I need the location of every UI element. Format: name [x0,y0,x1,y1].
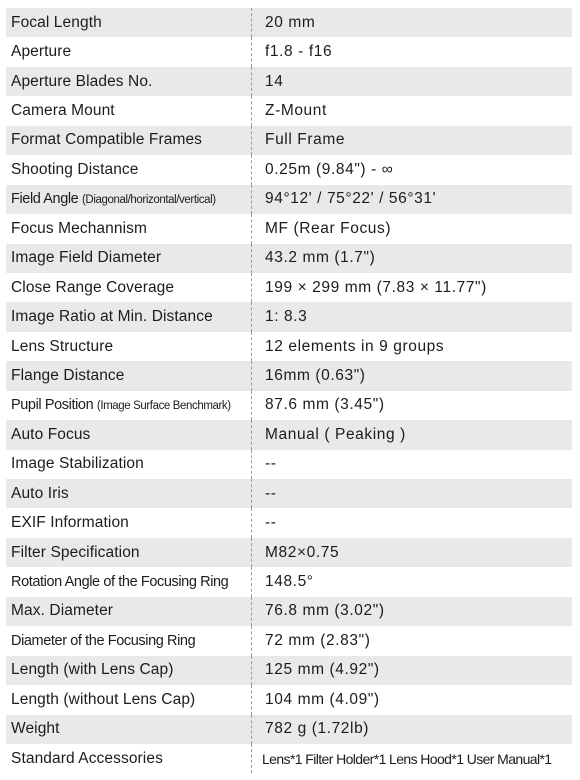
spec-value: 16mm (0.63") [265,366,366,384]
spec-value: 125 mm (4.92") [265,661,380,679]
spec-row-lens-structure [6,332,572,361]
spec-row-focal-length [6,8,572,37]
spec-label-main: Pupil Position [11,397,94,414]
spec-row-length-with-cap [6,656,572,685]
spec-row-shooting-distance [6,155,572,184]
spec-label: Weight [11,720,60,738]
spec-label: Shooting Distance [11,160,139,178]
spec-label: Focal Length [11,13,102,31]
spec-row-exif [6,508,572,537]
spec-value: -- [265,484,277,502]
spec-label-note: (Image Surface Benchmark) [96,400,231,413]
spec-row-length-without-cap [6,685,572,714]
spec-value: 148.5° [265,573,314,591]
spec-row-close-range-coverage [6,273,572,302]
spec-label: Filter Specification [11,543,140,561]
spec-value: Lens*1 Filter Holder*1 Lens Hood*1 User Manual*1 [262,750,552,767]
spec-label: Auto Iris [11,484,69,502]
spec-value: 12 elements in 9 groups [265,337,445,355]
spec-row-weight [6,715,572,744]
spec-row-aperture [6,37,572,66]
spec-row-max-diameter [6,597,572,626]
spec-value: 0.25m (9.84") - ∞ [265,160,394,178]
spec-value: -- [265,455,277,473]
spec-row-rotation-angle [6,567,572,596]
spec-label: Close Range Coverage [11,278,175,296]
spec-value: -- [265,514,277,532]
spec-label: Image Stabilization [11,455,144,473]
spec-row-image-ratio [6,302,572,331]
spec-value: Z-Mount [265,102,327,120]
spec-label: Lens Structure [11,337,114,355]
spec-label-main: Field Angle [11,191,79,208]
spec-value: 104 mm (4.09") [265,690,380,708]
spec-row-auto-iris [6,479,572,508]
spec-row-aperture-blades [6,67,572,96]
spec-value: 43.2 mm (1.7") [265,249,376,267]
lens-spec-table [0,8,580,780]
spec-value: 94°12' / 75°22' / 56°31' [265,190,437,208]
spec-row-image-field-diameter [6,244,572,273]
spec-row-filter-specification [6,538,572,567]
spec-value: 1: 8.3 [265,308,308,326]
spec-label: Flange Distance [11,366,125,384]
spec-value: 87.6 mm (3.45") [265,396,385,414]
spec-label [6,191,248,207]
spec-label: Length (without Lens Cap) [11,690,196,708]
spec-label: Format Compatible Frames [11,131,203,149]
spec-label: Aperture [11,43,72,61]
spec-label: Length (with Lens Cap) [11,661,174,679]
spec-label: Aperture Blades No. [11,72,153,90]
spec-row-camera-mount [6,96,572,125]
spec-row-auto-focus [6,420,572,449]
spec-label: Standard Accessories [11,749,163,767]
spec-label: Image Field Diameter [11,249,162,267]
spec-value: 76.8 mm (3.02") [265,602,385,620]
spec-row-pupil-position [6,391,572,420]
spec-value: M82×0.75 [265,543,340,561]
spec-label: Auto Focus [11,425,91,443]
spec-label-note: (Diagonal/horizontal/vertical) [81,194,216,207]
spec-label: EXIF Information [11,514,129,532]
spec-row-standard-accessories [6,744,572,773]
spec-row-field-angle [6,185,572,214]
spec-value: 782 g (1.72lb) [265,720,370,738]
spec-row-flange-distance [6,361,572,390]
spec-value: f1.8 - f16 [265,43,333,61]
spec-value: Manual ( Peaking ) [265,425,406,443]
spec-label: Max. Diameter [11,602,114,620]
spec-label [6,397,248,413]
spec-label: Camera Mount [11,102,115,120]
spec-value: 72 mm (2.83") [265,631,371,649]
spec-row-focusing-ring-diameter [6,626,572,655]
spec-label: Focus Mechannism [11,219,147,237]
spec-label: Rotation Angle of the Focusing Ring [11,574,229,591]
spec-value: MF (Rear Focus) [265,219,392,237]
spec-row-image-stabilization [6,450,572,479]
spec-row-focus-mechanism [6,214,572,243]
spec-label: Diameter of the Focusing Ring [11,632,196,649]
spec-label: Image Ratio at Min. Distance [11,308,213,326]
spec-value: 199 × 299 mm (7.83 × 11.77") [265,278,487,296]
spec-value: 14 [265,72,284,90]
spec-value: Full Frame [265,131,346,149]
spec-value: 20 mm [265,13,316,31]
spec-row-format [6,126,572,155]
